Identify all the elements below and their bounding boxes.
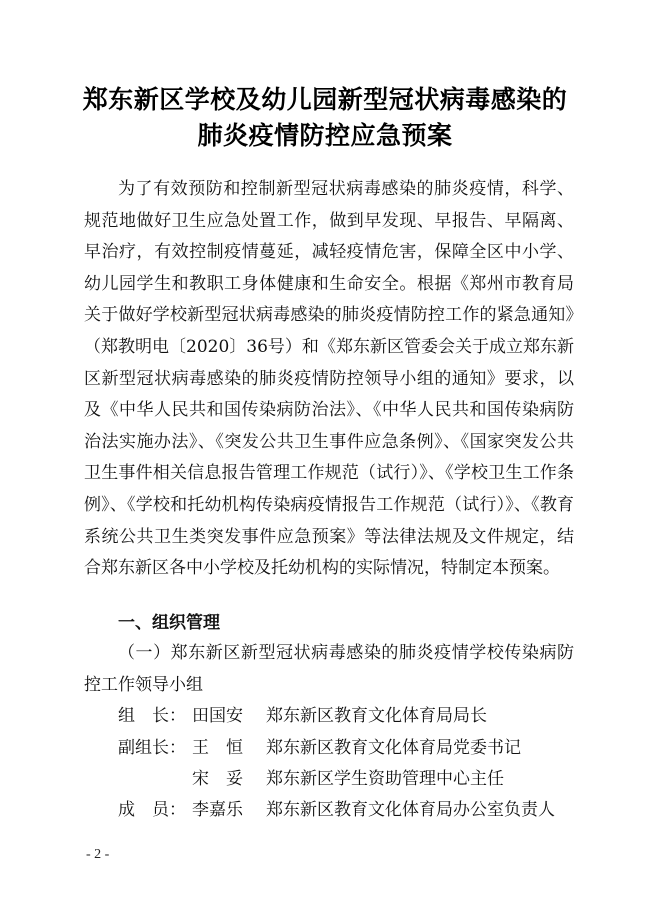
member-title: 郑东新区教育文化体育局局长 xyxy=(266,706,487,726)
document-title-line-1: 郑东新区学校及幼儿园新型冠状病毒感染的 xyxy=(82,85,568,114)
member-name: 宋 妥 xyxy=(192,769,243,789)
document-title-line-2: 肺炎疫情防控应急预案 xyxy=(197,121,453,150)
intro-paragraph: 为了有效预防和控制新型冠状病毒感染的肺炎疫情，科学、规范地做好卫生应急处置工作，做到早发现、早报告、早隔离、早治疗，有效控制疫情蔓延，减轻疫情危害，保障全区中小学、幼儿园学生和教职工身体健康和生命安全。根据《郑州市教育局关于做好学校新型冠状病毒感染的肺炎疫情防控工作的紧急通知》（郑教明电〔2020〕36号）和《郑东新区管委会关于成立郑东新区新型冠状病毒感染的肺炎疫情防控领导小组的通知》要求，以及《中华人民共和国传染病防治法》、《中华人民共和国传染病防治法实施办法》、《突发公共卫生事件应急条例》、《国家突发公共卫生事件相关信息报告管理工作规范（试行）》、《学校卫生工作条例》、《学校和托幼机构传染病疫情报告工作规范（试行）》、《教育系统公共卫生类突发事件应急预案》等法律法规及文件规定，结合郑东新区各中小学校及托幼机构的实际情况，特制定本预案。 xyxy=(84,179,574,579)
member-role: 成 员： xyxy=(118,800,186,820)
member-title: 郑东新区教育文化体育局办公室负责人 xyxy=(266,800,555,820)
member-row xyxy=(118,701,487,731)
member-row xyxy=(118,733,521,763)
member-name: 李嘉乐 xyxy=(192,800,243,820)
member-role: 副组长： xyxy=(118,738,186,758)
member-title: 郑东新区教育文化体育局党委书记 xyxy=(266,738,521,758)
subsection-heading-leading-group: （一）郑东新区新型冠状病毒感染的肺炎疫情学校传染病防控工作领导小组 xyxy=(84,643,574,695)
section-heading-organization: 一、组织管理 xyxy=(118,613,220,633)
member-name: 王 恒 xyxy=(192,738,243,758)
member-role: 组 长： xyxy=(118,706,186,726)
member-name: 田国安 xyxy=(192,706,243,726)
member-row xyxy=(118,795,555,825)
member-row xyxy=(118,764,504,794)
member-title: 郑东新区学生资助管理中心主任 xyxy=(266,769,504,789)
page-number: - 2 - xyxy=(86,847,110,862)
